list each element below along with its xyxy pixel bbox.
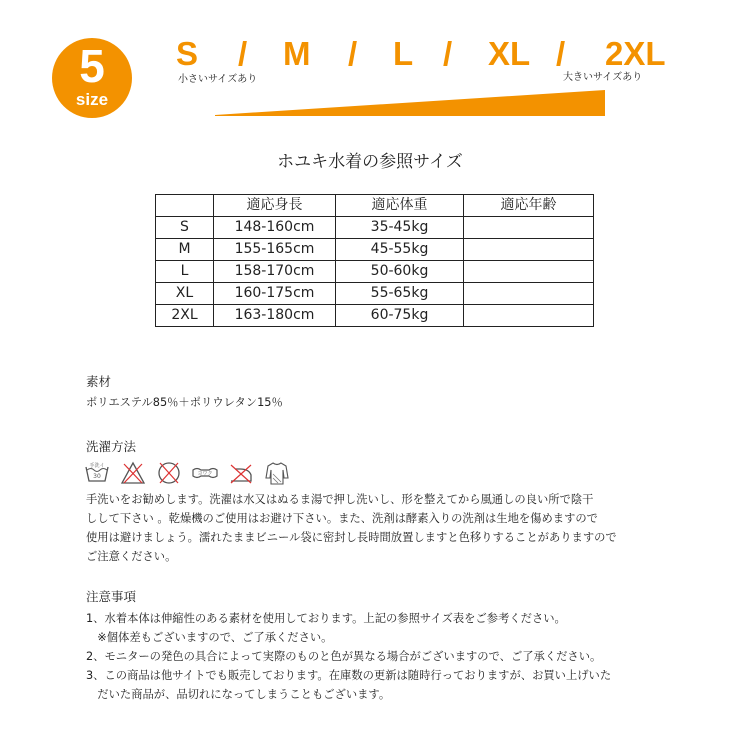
table-row xyxy=(156,239,594,261)
washing-text-line: しして下さい 。乾燥機のご使用はお避け下さい。また、洗剤は酵素入りの洗剤は生地を傷めますので xyxy=(86,512,598,525)
separator: / xyxy=(556,35,566,72)
size-l: L xyxy=(393,35,414,72)
size-2xl: 2XL xyxy=(605,35,666,72)
weight-cell: 50-60kg xyxy=(336,261,464,283)
washing-text-line: 手洗いをお勧めします。洗濯は水又はぬるま湯で押し洗いし、形を整えてから風通しの良い所で陰干 xyxy=(86,493,594,506)
note-line: だいた商品が、品切れになってしまうこともございます。 xyxy=(86,688,391,701)
size-chart-title: ホユキ水着の参照サイズ xyxy=(277,152,463,172)
weight-cell: 35-45kg xyxy=(336,217,464,239)
weight-cell: 60-75kg xyxy=(336,305,464,327)
size-cell: L xyxy=(156,261,214,283)
table-row xyxy=(156,261,594,283)
note-line: 2、モニターの発色の具合によって実際のものと色が異なる場合がございますので、ご了承ください。 xyxy=(86,650,602,663)
large-size-note: 大きいサイズあり xyxy=(563,72,643,83)
material-text: ポリエステル85％＋ポリウレタン15％ xyxy=(86,396,283,409)
svg-text:30: 30 xyxy=(93,473,101,480)
note-line: 1、水着本体は伸縮性のある素材を使用しております。上記の参照サイズ表をご参考ください。 xyxy=(86,612,566,625)
size-xl: XL xyxy=(488,35,531,72)
no-dry-clean-icon xyxy=(156,460,182,486)
svg-text:手洗イ: 手洗イ xyxy=(89,463,105,469)
size-count-badge xyxy=(52,38,132,118)
line-dry-shade-icon xyxy=(264,460,290,486)
washing-heading: 洗濯方法 xyxy=(86,439,137,454)
header-cell xyxy=(156,195,214,217)
height-cell: 158-170cm xyxy=(214,261,336,283)
note-line: ※個体差もございますので、ご了承ください。 xyxy=(86,631,333,644)
height-cell: 148-160cm xyxy=(214,217,336,239)
size-cell: M xyxy=(156,239,214,261)
size-cell: 2XL xyxy=(156,305,214,327)
age-cell xyxy=(464,283,594,305)
age-cell xyxy=(464,217,594,239)
notes-heading: 注意事項 xyxy=(86,589,137,604)
separator: / xyxy=(238,35,248,72)
size-m: M xyxy=(283,35,311,72)
height-cell: 160-175cm xyxy=(214,283,336,305)
size-cell: S xyxy=(156,217,214,239)
size-reference-table xyxy=(155,194,594,327)
material-heading: 素材 xyxy=(86,374,112,389)
badge-number: 5 xyxy=(79,40,105,92)
hand-wash-30-icon xyxy=(84,460,110,486)
weight-cell: 55-65kg xyxy=(336,283,464,305)
small-size-note: 小さいサイズあり xyxy=(178,74,258,85)
table-row xyxy=(156,283,594,305)
header-cell-age: 適応年齢 xyxy=(464,195,594,217)
separator: / xyxy=(443,35,453,72)
age-cell xyxy=(464,261,594,283)
header-cell-weight: 適応体重 xyxy=(336,195,464,217)
table-row xyxy=(156,305,594,327)
size-s: S xyxy=(176,35,199,72)
wring-gently-icon xyxy=(192,460,218,486)
header-cell-height: 適応身長 xyxy=(214,195,336,217)
table-header-row xyxy=(156,195,594,217)
height-cell: 155-165cm xyxy=(214,239,336,261)
washing-text-line: ご注意ください。 xyxy=(86,550,177,563)
no-bleach-icon xyxy=(120,460,146,486)
age-cell xyxy=(464,239,594,261)
badge-label: size xyxy=(75,90,109,109)
note-line: 3、この商品は他サイトでも販売しております。在庫数の更新は随時行っておりますが、お買い上げいた xyxy=(86,669,612,682)
no-iron-icon xyxy=(228,460,254,486)
care-icons xyxy=(84,460,290,486)
washing-text-line: 使用は避けましょう。濡れたままビニール袋に密封し長時間放置しますと色移りすることがありますので xyxy=(86,531,617,544)
height-cell: 163-180cm xyxy=(214,305,336,327)
separator: / xyxy=(348,35,358,72)
svg-text:ヨワク: ヨワク xyxy=(197,471,213,477)
age-cell xyxy=(464,305,594,327)
size-cell: XL xyxy=(156,283,214,305)
weight-cell: 45-55kg xyxy=(336,239,464,261)
table-row xyxy=(156,217,594,239)
size-growth-wedge xyxy=(215,90,605,116)
